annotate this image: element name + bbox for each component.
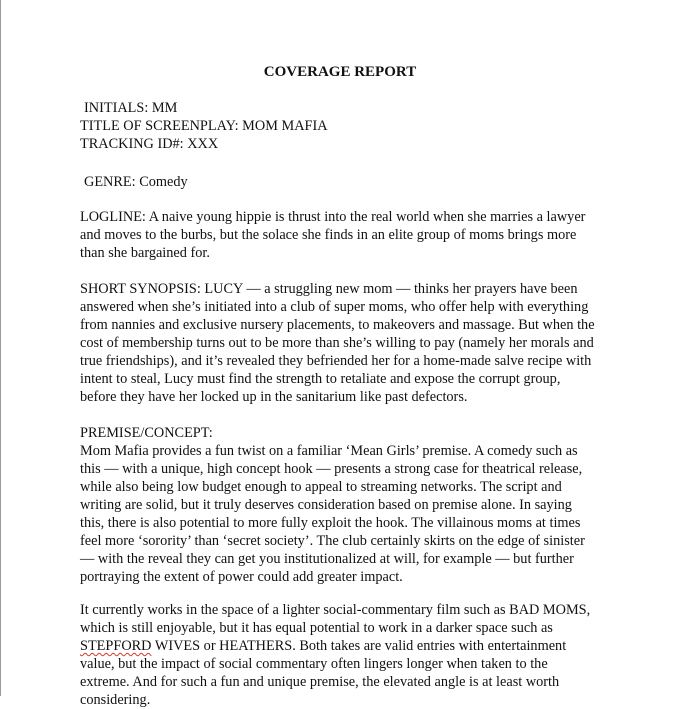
synopsis-line: answered when she’s initiated into a club of super moms, who offer help with everything <box>80 299 589 315</box>
current-line: It currently works in the space of a lighter social-commentary film such as BAD MOMS, <box>80 602 591 618</box>
current-space-paragraph <box>80 601 610 709</box>
page-left-edge <box>0 0 1 696</box>
current-line: value, but the impact of social commentary often lingers longer when taken to the <box>80 656 548 672</box>
tracking-id-line: TRACKING ID#: XXX <box>80 136 219 152</box>
screenplay-title-line: TITLE OF SCREENPLAY: MOM MAFIA <box>80 118 328 134</box>
current-line <box>80 637 610 655</box>
premise-line: while also being low budget enough to appeal to streaming networks. The script and <box>80 479 562 495</box>
logline-line: LOGLINE: A naive young hippie is thrust into the real world when she marries a lawyer <box>80 209 586 225</box>
spellcheck-flagged-word[interactable]: STEPFORD <box>80 638 152 654</box>
genre-line: GENRE: Comedy <box>84 174 188 190</box>
synopsis-line: intent to steal, Lucy must find the strength to retaliate and expose the corrupt group, <box>80 371 561 387</box>
synopsis-line: from nannies and exclusive nursery placements, to makeovers and massage. But when the <box>80 317 595 333</box>
logline-line: and moves to the burbs, but the solace she finds in an elite group of moms brings more <box>80 227 577 243</box>
synopsis-line: true friendships), and it’s revealed they befriended her for a home-made salve recipe with <box>80 353 592 369</box>
current-line: considering. <box>80 692 151 708</box>
premise-line: feel more ‘sorority’ than ‘secret society’. The club certainly skirts on the edge of sinister <box>80 533 585 549</box>
report-meta <box>80 99 328 153</box>
current-line: extreme. And for such a fun and unique premise, the elevated angle is at least worth <box>80 674 560 690</box>
report-title: COVERAGE REPORT <box>263 64 417 80</box>
logline-paragraph <box>80 208 610 262</box>
premise-line: writing are solid, but it truly deserves consideration based on premise alone. In saying <box>80 497 572 513</box>
initials-line: INITIALS: MM <box>84 100 178 116</box>
logline-line: than she bargained for. <box>80 245 210 261</box>
current-line: which is still enjoyable, but it has equal potential to work in a darker space such as <box>80 620 553 636</box>
synopsis-line: before they have her locked up in the sanitarium like past defectors. <box>80 389 468 405</box>
premise-line: — with the reveal they can get you institutionalized at will, for example — but further <box>80 551 574 567</box>
premise-line: this, there is also potential to more fully exploit the hook. The villainous moms at times <box>80 515 581 531</box>
premise-line: portraying the extent of power could add greater impact. <box>80 569 403 585</box>
premise-line: this — with a unique, high concept hook — presents a strong case for theatrical release, <box>80 461 583 477</box>
synopsis-line: cost of membership turns out to be more than she’s willing to pay (namely her morals and <box>80 335 594 351</box>
premise-heading: PREMISE/CONCEPT: <box>80 425 213 441</box>
premise-line: Mom Mafia provides a fun twist on a familiar ‘Mean Girls’ premise. A comedy such as <box>80 443 578 459</box>
synopsis-line: SHORT SYNOPSIS: LUCY — a struggling new mom — thinks her prayers have been <box>80 281 578 297</box>
synopsis-paragraph <box>80 280 610 406</box>
premise-paragraph <box>80 424 610 586</box>
current-line-text: WIVES or HEATHERS. Both takes are valid entries with entertainment <box>151 638 567 654</box>
